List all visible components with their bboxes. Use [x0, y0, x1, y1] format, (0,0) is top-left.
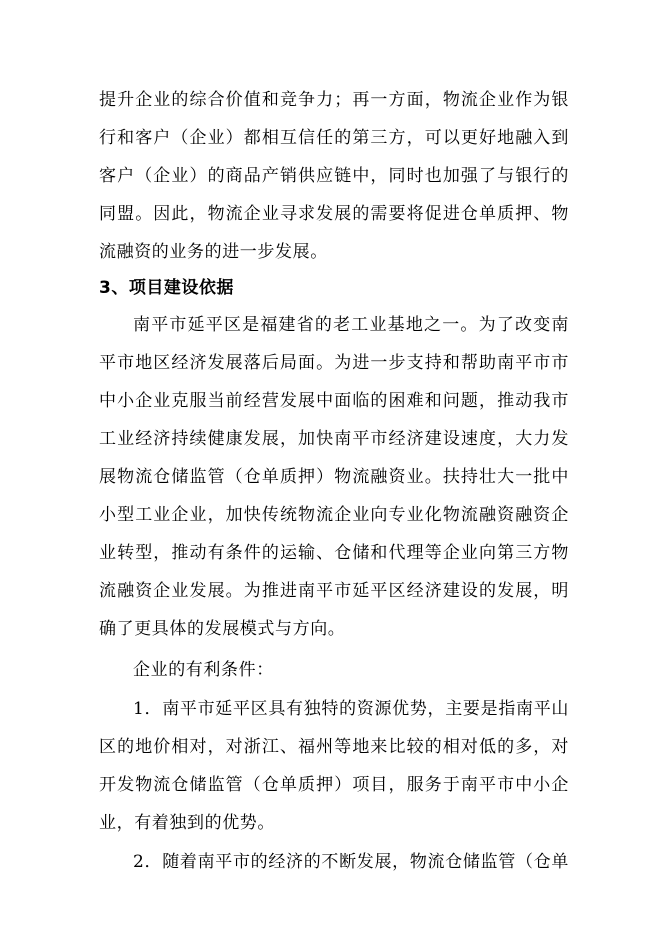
- paragraph-line: 流融资企业发展。为推进南平市延平区经济建设的发展，明: [99, 581, 569, 601]
- paragraph-line: 确了更具体的发展模式与方向。: [99, 619, 346, 639]
- list-item-line: 开发物流仓储监管（仓单质押）项目，服务于南平市中小企: [99, 775, 569, 795]
- paragraph-line: 小型工业企业，加快传统物流企业向专业化物流融资融资企: [99, 505, 569, 525]
- paragraph-line: 同盟。因此，物流企业寻求发展的需要将促进仓单质押、物: [99, 204, 569, 224]
- paragraph-line: 工业经济持续健康发展，加快南平市经济建设速度，大力发: [99, 429, 569, 449]
- paragraph-line: 业转型，推动有条件的运输、仓储和代理等企业向第三方物: [99, 543, 569, 563]
- paragraph-line: 中小企业克服当前经营发展中面临的困难和问题，推动我市: [99, 391, 569, 411]
- paragraph-line: 行和客户（企业）都相互信任的第三方，可以更好地融入到: [99, 128, 569, 148]
- paragraph-line: 提升企业的综合价值和竞争力；再一方面，物流企业作为银: [99, 90, 569, 110]
- list-item-line: 业，有着独到的优势。: [99, 813, 275, 833]
- list-item-line: 1．南平市延平区具有独特的资源优势，主要是指南平山: [133, 699, 569, 719]
- paragraph-line: 客户（企业）的商品产销供应链中，同时也加强了与银行的: [99, 166, 569, 186]
- list-item-line: 2．随着南平市的经济的不断发展，物流仓储监管（仓单: [133, 852, 569, 872]
- section-heading: 3、项目建设依据: [99, 278, 234, 298]
- paragraph-line: 企业的有利条件：: [133, 660, 274, 680]
- paragraph-line: 展物流仓储监管（仓单质押）物流融资业。扶持壮大一批中: [99, 467, 569, 487]
- paragraph-line: 平市地区经济发展落后局面。为进一步支持和帮助南平市市: [99, 353, 569, 373]
- list-item-line: 区的地价相对，对浙江、福州等地来比较的相对低的多，对: [99, 737, 569, 757]
- paragraph-line: 流融资的业务的进一步发展。: [99, 242, 328, 262]
- paragraph-line: 南平市延平区是福建省的老工业基地之一。为了改变南: [133, 315, 569, 335]
